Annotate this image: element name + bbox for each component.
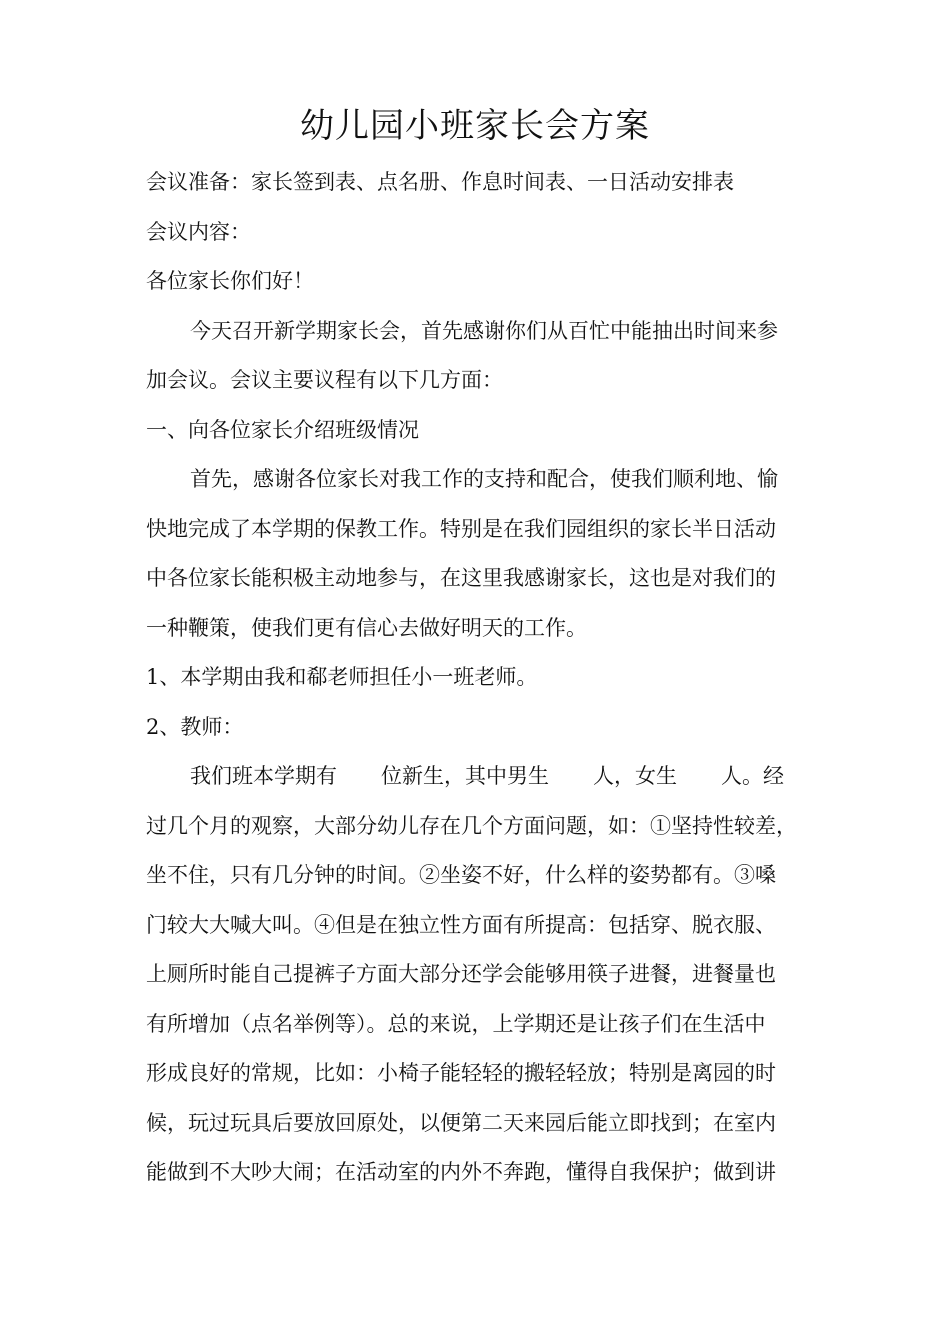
text-line: 一种鞭策，使我们更有信心去做好明天的工作。 bbox=[146, 615, 587, 640]
text-line bbox=[146, 752, 810, 802]
list-item: 2、教师： bbox=[146, 714, 244, 739]
text-line: 今天召开新学期家长会，首先感谢你们从百忙中能抽出时间来参 bbox=[190, 318, 778, 343]
text-line: 门较大大喊大叫。④但是在独立性方面有所提高：包括穿、脱衣服、 bbox=[146, 912, 776, 937]
text-line: 候，玩过玩具后要放回原处，以便第二天来园后能立即找到；在室内 bbox=[146, 1110, 776, 1135]
document-body bbox=[146, 158, 810, 1198]
text-line: 中各位家长能积极主动地参与，在这里我感谢家长，这也是对我们的 bbox=[146, 566, 776, 590]
text-line: 加会议。会议主要议程有以下几方面： bbox=[146, 368, 503, 392]
text-line: 形成良好的常规，比如：小椅子能轻轻的搬轻轻放；特别是离园的时 bbox=[146, 1061, 776, 1085]
list-item: 1、本学期由我和郗老师担任小一班老师。 bbox=[146, 665, 538, 689]
text-line: 会议准备：家长签到表、点名册、作息时间表、一日活动安排表 bbox=[146, 170, 734, 194]
text-line: 上厕所时能自己提裤子方面大部分还学会能够用筷子进餐，进餐量也 bbox=[146, 962, 776, 986]
text-line: 各位家长你们好！ bbox=[146, 269, 314, 293]
text-fragment: 位新生，其中男生 bbox=[381, 764, 549, 788]
text-fragment: 人。经 bbox=[721, 764, 784, 788]
text-line: 会议内容： bbox=[146, 219, 251, 244]
text-line: 快地完成了本学期的保教工作。特别是在我们园组织的家长半日活动 bbox=[146, 516, 776, 541]
text-line: 能做到不大吵大闹；在活动室的内外不奔跑，懂得自我保护；做到讲 bbox=[146, 1160, 776, 1184]
text-line: 有所增加（点名举例等）。总的来说，上学期还是让孩子们在生活中 bbox=[146, 1011, 766, 1036]
page-title: 幼儿园小班家长会方案 bbox=[300, 106, 650, 146]
text-line: 首先，感谢各位家长对我工作的支持和配合，使我们顺利地、愉 bbox=[190, 467, 778, 491]
text-fragment: 我们班本学期有 bbox=[190, 764, 337, 788]
text-line: 过几个月的观察，大部分幼儿存在几个方面问题，如：①坚持性较差， bbox=[146, 813, 797, 838]
text-fragment: 人，女生 bbox=[593, 764, 677, 788]
text-line: 坐不住，只有几分钟的时间。②坐姿不好，什么样的姿势都有。③嗓 bbox=[146, 863, 776, 887]
section-heading: 一、向各位家长介绍班级情况 bbox=[146, 417, 419, 442]
